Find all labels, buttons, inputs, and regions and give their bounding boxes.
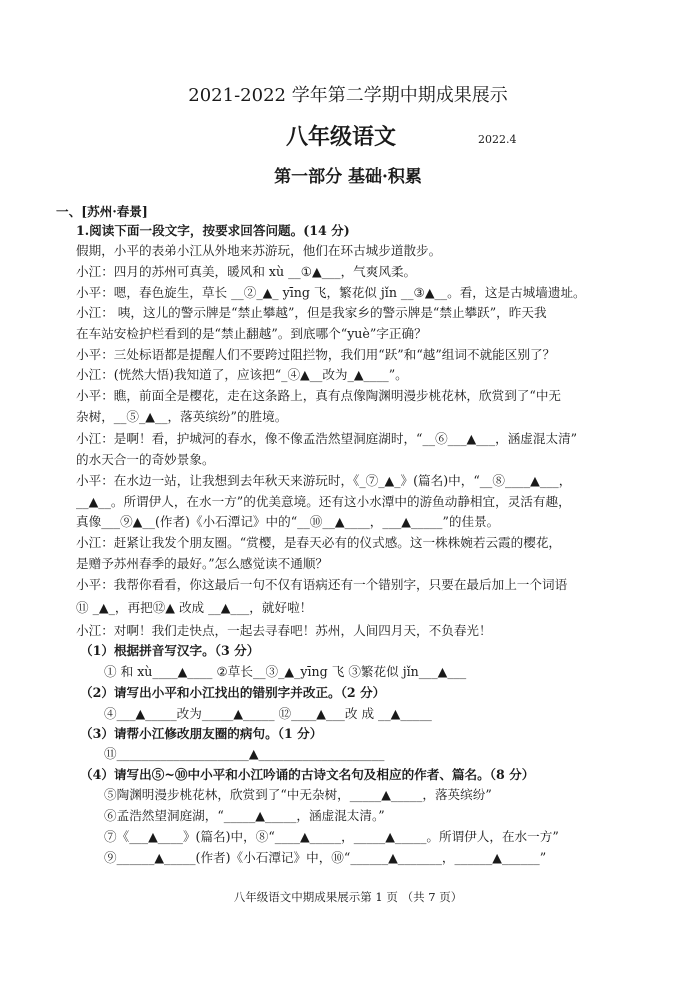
exam-title: 2021-2022 学年第二学期中期成果展示 xyxy=(188,85,508,106)
sub-question-4: （4）请写出⑤~⑩中小平和小江吟诵的古诗文名句及相应的作者、篇名。（8 分） xyxy=(80,767,535,782)
answer-line-4c[interactable]: ⑦《___▲____》(篇名)中，⑧“____▲_____，_____▲_____。所谓伊人，在水一方” xyxy=(104,829,559,844)
passage-line: __▲__。所谓伊人，在水一方”的优美意境。还有这小水潭中的游鱼动静相宜，灵活有趣， xyxy=(76,494,571,509)
passage-line: 小平：嗯，春色旋生，草长 __②_▲_ yīng 飞，繁花似 jǐn __③▲__。看，这是古城墙遗址。 xyxy=(76,285,586,300)
answer-line-3[interactable]: ⑪_____________________▲____________________ xyxy=(104,746,385,761)
answer-line-2[interactable]: ④___▲_____改为_____▲_____ ⑫____▲___改 成 __▲_____ xyxy=(104,706,432,721)
part-heading: 第一部分 基础·积累 xyxy=(274,167,422,187)
passage-line: 小江：四月的苏州可真美，暖风和 xù __①▲___，气爽风柔。 xyxy=(76,264,417,279)
passage-line: 小江：赶紧让我发个朋友圈。“赏樱，是春天必有的仪式感。这一株株婉若云霞的樱花， xyxy=(76,535,562,550)
passage-line: 真像___⑨▲__(作者)《小石潭记》中的“__⑩__▲____，___▲_____”的佳景。 xyxy=(76,514,500,529)
passage-line: 小平：三处标语都是提醒人们不要跨过阻拦物，我们用“跃”和“越”组词不就能区别了？ xyxy=(76,347,556,362)
passage-line: 小江：是啊！看，护城河的春水，像不像孟浩然望洞庭湖时，“__⑥___▲___，涵虚混太清” xyxy=(76,431,578,446)
passage-line: 杂树，__⑤_▲__，落英缤纷”的胜境。 xyxy=(76,409,288,424)
passage-line: ⑪ _▲_，再把⑫▲ 改成 __▲___，就好啦！ xyxy=(76,600,313,615)
subject-title: 八年级语文 xyxy=(286,124,397,150)
passage-line: 小江：(恍然大悟)我知道了，应该把“_④▲__改为_▲____”。 xyxy=(76,367,408,382)
passage-line: 小江：对啊！我们走快点，一起去寻春吧！苏州，人间四月天，不负春光！ xyxy=(76,623,492,638)
passage-line: 小平：我帮你看看，你这最后一句不仅有语病还有一个错别字，只要在最后加上一个词语 xyxy=(76,577,568,592)
passage-line: 小江： 咦，这儿的警示牌是“禁止攀越”，但是我家乡的警示牌是“禁止攀跃”，昨天我 xyxy=(76,305,547,320)
sub-question-3: （3）请帮小江修改朋友圈的病句。（1 分） xyxy=(80,726,323,741)
passage-line: 假期，小平的表弟小江从外地来苏游玩，他们在环古城步道散步。 xyxy=(76,243,442,258)
answer-line-4b[interactable]: ⑥孟浩然望洞庭湖，“_____▲_____，涵虚混太清。” xyxy=(104,808,385,823)
answer-line-1[interactable]: ① 和 xù____▲____ ②草长__③_▲_yīng 飞 ③繁花似 jǐn___▲___ xyxy=(104,664,467,679)
passage-line: 在车站安检护栏看到的是“禁止翻越”。到底哪个“yuè”字正确？ xyxy=(76,326,427,341)
page-footer: 八年级语文中期成果展示第 1 页 （共 7 页） xyxy=(233,890,463,904)
sub-question-1: （1）根据拼音写汉字。（3 分） xyxy=(80,643,260,658)
passage-line: 小平：瞧，前面全是樱花，走在这条路上，真有点像陶渊明漫步桃花林，欣赏到了“中无 xyxy=(76,388,562,403)
answer-line-4d[interactable]: ⑨______▲_____(作者)《小石潭记》中，⑩“______▲_______，______▲______” xyxy=(104,850,547,865)
answer-line-4a[interactable]: ⑤陶渊明漫步桃花林，欣赏到了“中无杂树，_____▲_____，落英缤纷” xyxy=(104,787,492,802)
section-heading: 一、[苏州·春景] xyxy=(56,204,148,219)
passage-line: 小平：在水边一站，让我想到去年秋天来游玩时，《_⑦_▲_》(篇名)中，“__⑧____▲___， xyxy=(76,473,572,488)
passage-line: 的水天合一的奇妙景象。 xyxy=(76,452,215,467)
passage-line: 是赠予苏州春季的最好。”怎么感觉读不通顺？ xyxy=(76,556,329,571)
question-1-stem: 1.阅读下面一段文字，按要求回答问题。(14 分) xyxy=(76,223,350,238)
exam-date: 2022.4 xyxy=(478,133,517,146)
sub-question-2: （2）请写出小平和小江找出的错别字并改正。（2 分） xyxy=(80,685,386,700)
